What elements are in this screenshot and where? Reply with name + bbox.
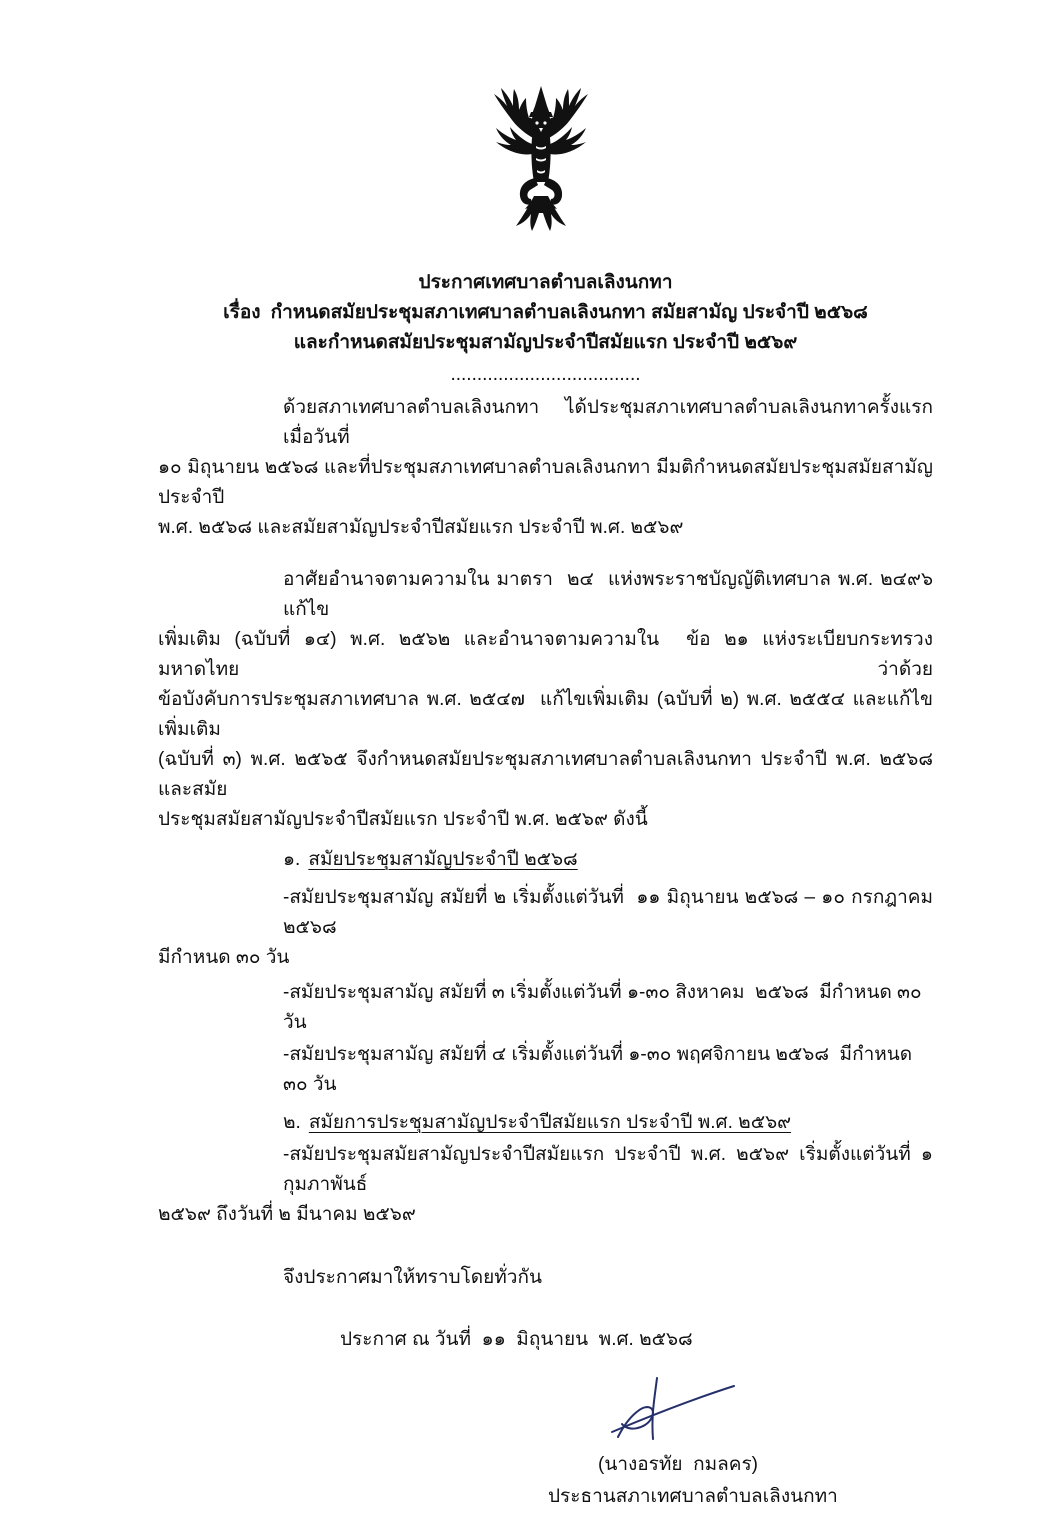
paragraph-line: (ฉบับที่ ๓) พ.ศ. ๒๕๖๕ จึงกำหนดสมัยประชุมสภาเทศบาลตำบลเลิงนกทา ประจำปี พ.ศ. ๒๕๖๘ และสมัย <box>158 749 939 800</box>
paragraph-line: พ.ศ. ๒๕๖๘ และสมัยสามัญประจำปีสมัยแรก ประจำปี พ.ศ. ๒๕๖๙ <box>158 517 684 538</box>
signer-position: ประธานสภาเทศบาลตำบลเลิงนกทา <box>548 1486 838 1507</box>
section-number: ๑. <box>283 849 301 870</box>
section-title: สมัยประชุมสามัญประจำปี ๒๕๖๘ <box>308 849 578 870</box>
document-content <box>158 268 939 1512</box>
paragraph-line: ด้วยสภาเทศบาลตำบลเลิงนกทา ได้ประชุมสภาเทศบาลตำบลเลิงนกทาครั้งแรก เมื่อวันที่ <box>283 397 939 448</box>
section-item-line: ๒๕๖๙ ถึงวันที่ ๒ มีนาคม ๒๕๖๙ <box>158 1204 416 1225</box>
section-heading-1 <box>158 845 933 875</box>
document-title: ประกาศเทศบาลตำบลเลิงนกทา <box>418 272 673 293</box>
closing-statement: จึงประกาศมาให้ทราบโดยทั่วกัน <box>283 1267 542 1288</box>
paragraph-line: เพิ่มเติม (ฉบับที่ ๑๔) พ.ศ. ๒๕๖๒ และอำนาจตามความใน ข้อ ๒๑ แห่งระเบียบกระทรวงมหาดไทย ว่าด้วย <box>158 629 933 680</box>
section-item-line: -สมัยประชุมสามัญ สมัยที่ ๒ เริ่มตั้งแต่วันที่ ๑๑ มิถุนายน ๒๕๖๘ – ๑๐ กรกฎาคม ๒๕๖๘ <box>283 887 939 938</box>
section-item <box>158 978 933 1038</box>
paragraph-line: ประชุมสมัยสามัญประจำปีสมัยแรก ประจำปี พ.ศ. ๒๕๖๙ ดังนี้ <box>158 809 648 830</box>
section-title: สมัยการประชุมสามัญประจำปีสมัยแรก ประจำปี พ.ศ. ๒๕๖๙ <box>308 1112 792 1133</box>
emblem-right-half <box>541 86 588 231</box>
paragraph-line: ข้อบังคับการประชุมสภาเทศบาล พ.ศ. ๒๕๔๗ แก้ไขเพิ่มเติม (ฉบับที่ ๒) พ.ศ. ๒๕๕๔ และแก้ไขเพิ่มเติม <box>158 689 933 740</box>
section-item <box>158 883 939 973</box>
section-heading-2 <box>158 1108 933 1138</box>
section-item-line: -สมัยประชุมสามัญ สมัยที่ ๓ เริ่มตั้งแต่วันที่ ๑-๓๐ สิงหาคม ๒๕๖๘ มีกำหนด ๓๐ วัน <box>283 982 927 1033</box>
subject-line-1 <box>158 298 933 328</box>
paragraph-line: ๑๐ มิถุนายน ๒๕๖๘ และที่ประชุมสภาเทศบาลตำบลเลิงนกทา มีมติกำหนดสมัยประชุมสมัยสามัญ ประจำปี <box>158 457 939 508</box>
subject-text-1: กำหนดสมัยประชุมสภาเทศบาลตำบลเลิงนกทา สมัยสามัญ ประจำปี ๒๕๖๘ <box>270 302 868 323</box>
section-item <box>158 1040 933 1100</box>
subject-line-2: และกำหนดสมัยประชุมสามัญประจำปีสมัยแรก ประจำปี ๒๕๖๙ <box>293 332 798 353</box>
paragraph-2 <box>158 565 939 835</box>
emblem-left-half <box>494 86 541 231</box>
section-item-line: -สมัยประชุมสามัญ สมัยที่ ๔ เริ่มตั้งแต่วันที่ ๑-๓๐ พฤศจิกายน ๒๕๖๘ มีกำหนด ๓๐ วัน <box>283 1044 918 1095</box>
section-item-line: มีกำหนด ๓๐ วัน <box>158 947 290 968</box>
garuda-emblem-icon <box>486 86 596 231</box>
title-separator: .................................... <box>450 364 641 385</box>
signature-strokes <box>612 1378 734 1439</box>
section-number: ๒. <box>283 1112 301 1133</box>
paragraph-1 <box>158 393 939 543</box>
section-item-line: -สมัยประชุมสมัยสามัญประจำปีสมัยแรก ประจำปี พ.ศ. ๒๕๖๙ เริ่มตั้งแต่วันที่ ๑ กุมภาพันธ์ <box>283 1144 939 1195</box>
section-item <box>158 1140 939 1230</box>
handwritten-signature <box>600 1375 740 1445</box>
garuda-emblem-svg <box>486 86 596 231</box>
signature-area <box>158 1355 933 1450</box>
subject-label: เรื่อง <box>223 302 261 323</box>
announcement-date: ประกาศ ณ วันที่ ๑๑ มิถุนายน พ.ศ. ๒๕๖๘ <box>340 1329 693 1350</box>
signer-name: (นางอรทัย กมลคร) <box>598 1454 759 1475</box>
paragraph-line: อาศัยอำนาจตามความใน มาตรา ๒๔ แห่งพระราชบัญญัติเทศบาล พ.ศ. ๒๔๙๖ แก้ไข <box>283 569 939 620</box>
